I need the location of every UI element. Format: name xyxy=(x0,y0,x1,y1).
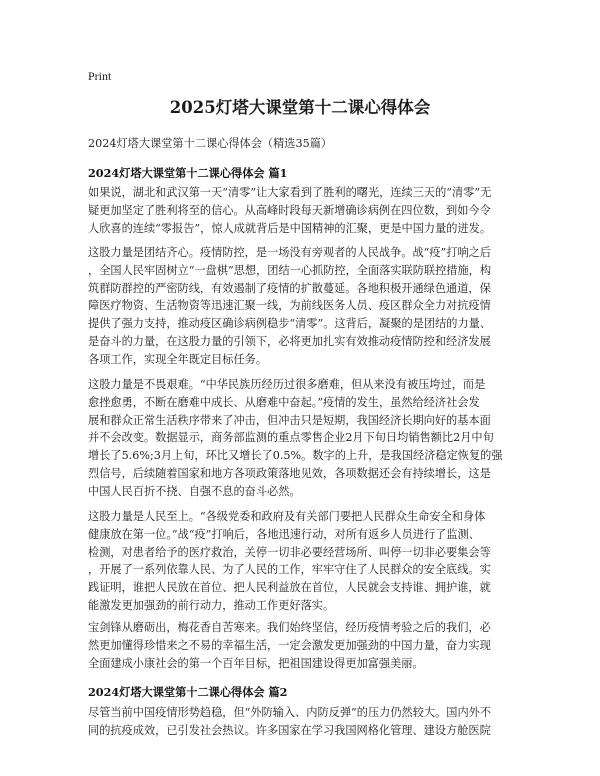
text-line: 同的抗疫成效，已引发社会热议。许多国家在学习我国网格化管理、建设方舱医院 xyxy=(88,723,491,737)
text-line: 并不会改变。数据显示，商务部监测的重点零售企业2月下旬日均销售额比2月中旬 xyxy=(88,431,494,445)
text-line: 展和群众正常生活秩序带来了冲击，但冲击只是短期，我国经济长期向好的基本面 xyxy=(88,413,491,427)
text-line: 践证明，谁把人民放在首位、把人民利益放在首位，人民就会支持谁、拥护谁，就 xyxy=(88,581,491,595)
text-line: 检测，对患者给予的医疗救治，关停一切非必要经营场所、叫停一切非必要集会等 xyxy=(88,545,491,559)
section-heading-2: 2024灯塔大课堂第十二课心得体会 篇2 xyxy=(88,685,288,699)
text-line: 提供了强力支持，推动疫区确诊病例稳步“清零”。这背后，凝聚的是团结的力量、 xyxy=(88,317,492,331)
text-line: ，全国人民牢固树立“一盘棋”思想，团结一心抓防控，全面落实联防联控措施，构 xyxy=(88,263,492,277)
text-line: ，开展了一系列依靠人民、为了人民的工作，牢牢守住了人民群众的安全底线。实 xyxy=(88,563,491,577)
text-line: 中国人民百折不挠、自强不息的奋斗必然。 xyxy=(88,484,301,498)
text-line: 疑更加坚定了胜利将至的信心。从高峰时段每天新增确诊病例在四位数，到如今令 xyxy=(88,203,491,217)
text-line: 能激发更加强劲的前行动力，推动工作更好落实。 xyxy=(88,598,335,612)
text-line: 然更加懂得珍惜来之不易的幸福生活，一定会激发更加强劲的中国力量，奋力实现 xyxy=(88,638,491,652)
text-line: 健康放在第一位。”战“疫”打响后，各地迅速行动，对所有返乡人员进行了监测、 xyxy=(88,527,480,541)
text-line: 宝剑锋从磨砺出，梅花香自苦寒来。我们始终坚信，经历疫情考验之后的我们，必 xyxy=(88,621,491,634)
text-line: 这股力量是人民至上。“各级党委和政府及有关部门要把人民群众生命安全和身体 xyxy=(88,510,486,523)
document-subtitle: 2024灯塔大课堂第十二课心得体会（精选35篇） xyxy=(88,137,333,150)
text-line: 如果说，湖北和武汉第一天“清零”让大家看到了胜利的曙光，连续三天的“清零”无 xyxy=(88,186,492,199)
text-line: 全面建成小康社会的第一个百年目标，把祖国建设得更加富强美丽。 xyxy=(88,656,424,670)
paragraph xyxy=(88,184,514,237)
text-line: 尽管当前中国疫情形势趋稳，但“外防输入、内防反弹”的压力仍然较大。国内外不 xyxy=(88,706,492,719)
paragraph xyxy=(88,704,514,740)
text-line: 烈信号，后续随着国家和地方各项政策落地见效，各项数据还会有持续增长，这是 xyxy=(88,466,491,480)
paragraph xyxy=(88,508,514,615)
section-heading-1: 2024灯塔大课堂第十二课心得体会 篇1 xyxy=(88,166,288,180)
text-line: 这股力量是不畏艰难。“中华民族历经历过很多磨难，但从来没有被压垮过，而是 xyxy=(88,378,486,391)
paragraph xyxy=(88,619,514,672)
paragraph xyxy=(88,244,514,369)
text-line: 筑群防群控的严密防线，有效遏制了疫情的扩散蔓延。各地积极开通绿色通道，保 xyxy=(88,281,491,295)
page-title: 2025灯塔大课堂第十二课心得体会 xyxy=(169,98,431,117)
text-line: 障医疗物资、生活物资等迅速汇聚一线，为前线医务人员、疫区群众全力对抗疫情 xyxy=(88,299,491,313)
text-line: 是奋斗的力量，在这股力量的引领下，必将更加扎实有效推动疫情防控和经济发展 xyxy=(88,334,491,348)
print-link[interactable]: Print xyxy=(88,69,112,83)
text-line: 各项工作，实现全年既定目标任务。 xyxy=(88,352,268,366)
paragraph xyxy=(88,376,514,501)
text-line: 增长了5.6%;3月上旬，环比又增长了0.5%。数字的上升，是我国经济稳定恢复的强 xyxy=(88,449,503,463)
text-line: 人欣喜的连续“零报告”，惊人成就背后是中国精神的汇聚，更是中国力量的迸发。 xyxy=(88,221,492,235)
text-line: 愈挫愈勇，不断在磨难中成长、从磨难中奋起。”疫情的发生，虽然给经济社会发 xyxy=(88,395,480,409)
text-line: 这股力量是团结齐心。疫情防控，是一场没有旁观者的人民战争。战“疫”打响之后 xyxy=(88,246,492,259)
